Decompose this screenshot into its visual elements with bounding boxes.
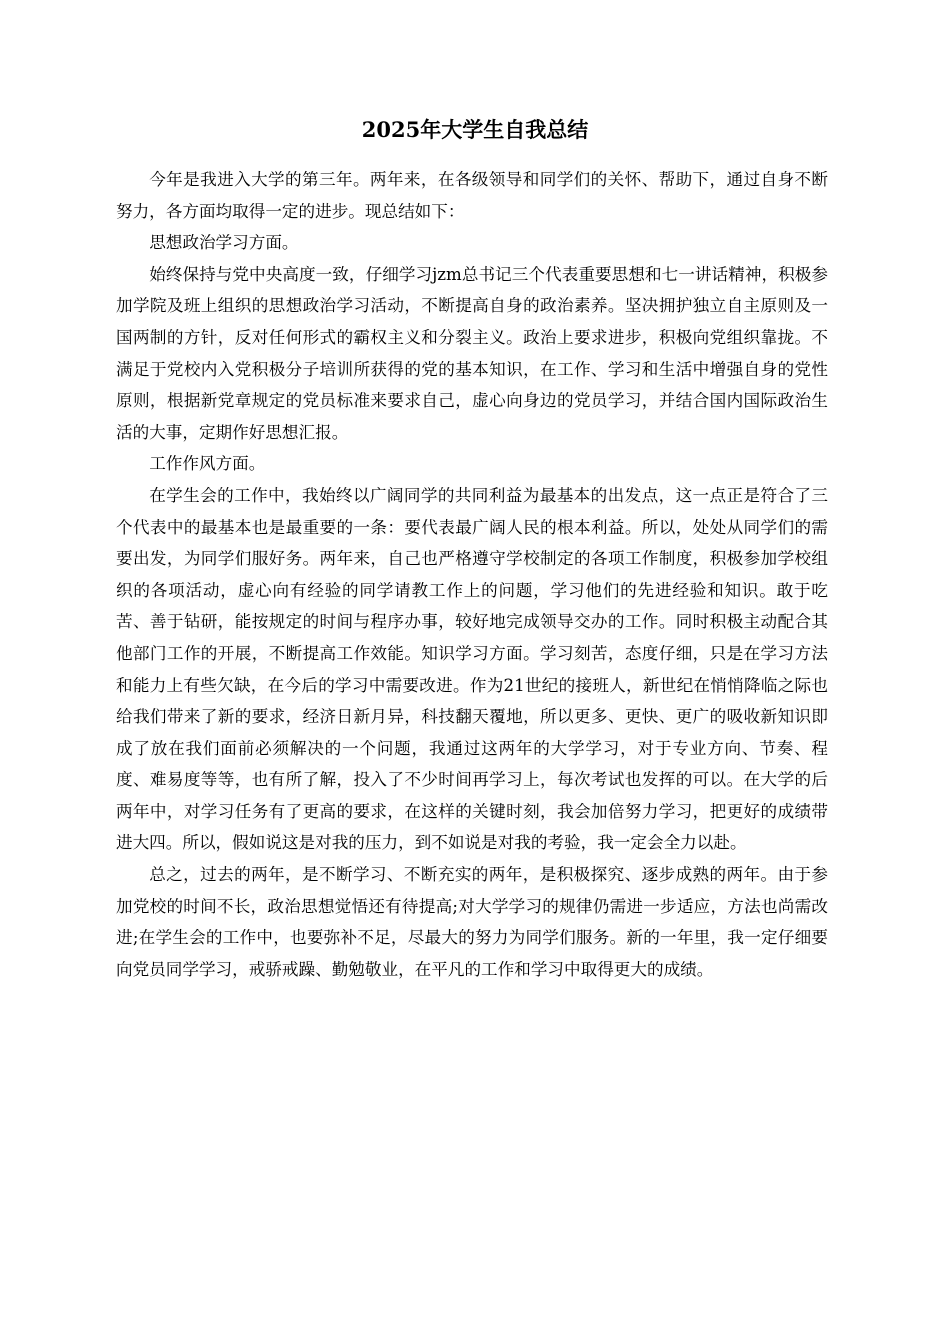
document-title: 2025年大学生自我总结: [361, 117, 589, 142]
section-heading-work-style: 工作作风方面。: [149, 454, 266, 474]
paragraph-work-style: 在学生会的工作中，我始终以广阔同学的共同利益为最基本的出发点，这一点正是符合了三个代表中的最基本也是最重要的一条：要代表最广阔人民的根本利益。所以，处处从同学们的需要出发，为同学们服好务。两年来，自己也严格遵守学校制定的各项工作制度，积极参加学校组织的各项活动，虚心向有经验的同学请教工作上的问题，学习他们的先进经验和知识。敢于吃苦、善于钻研，能按规定的时间与程序办事，较好地完成领导交办的工作。同时积极主动配合其他部门工作的开展，不断提高工作效能。知识学习方面。学习刻苦，态度仔细，只是在学习方法和能力上有些欠缺，在今后的学习中需要改进。作为21世纪的接班人，新世纪在悄悄降临之际也给我们带来了新的要求，经济日新月异，科技翻天覆地，所以更多、更快、更广的吸收新知识即成了放在我们面前必须解决的一个问题，我通过这两年的大学学习，对于专业方向、节奏、程度、难易度等等，也有所了解，投入了不少时间再学习上，每次考试也发挥的可以。在大学的后两年中，对学习任务有了更高的要求，在这样的关键时刻，我会加倍努力学习，把更好的成绩带进大四。所以，假如说这是对我的压力，到不如说是对我的考验，我一定会全力以赴。: [116, 485, 828, 853]
document-body: [116, 164, 828, 985]
section-heading-political-study: 思想政治学习方面。: [149, 233, 299, 253]
paragraph-conclusion: 总之，过去的两年，是不断学习、不断充实的两年，是积极探究、逐步成熟的两年。由于参加党校的时间不长，政治思想觉悟还有待提高;对大学学习的规律仍需进一步适应，方法也尚需改进;在学生会的工作中，也要弥补不足，尽最大的努力为同学们服务。新的一年里，我一定仔细要向党员同学学习，戒骄戒躁、勤勉敬业，在平凡的工作和学习中取得更大的成绩。: [116, 865, 828, 979]
paragraph-intro: 今年是我进入大学的第三年。两年来，在各级领导和同学们的关怀、帮助下，通过自身不断努力，各方面均取得一定的进步。现总结如下：: [116, 170, 828, 221]
paragraph-political-study: 始终保持与党中央高度一致，仔细学习jzm总书记三个代表重要思想和七一讲话精神，积极参加学院及班上组织的思想政治学习活动，不断提高自身的政治素养。坚决拥护独立自主原则及一国两制的方针，反对任何形式的霸权主义和分裂主义。政治上要求进步，积极向党组织靠拢。不满足于党校内入党积极分子培训所获得的党的基本知识，在工作、学习和生活中增强自身的党性原则，根据新党章规定的党员标准来要求自己，虚心向身边的党员学习，并结合国内国际政治生活的大事，定期作好思想汇报。: [116, 264, 828, 442]
